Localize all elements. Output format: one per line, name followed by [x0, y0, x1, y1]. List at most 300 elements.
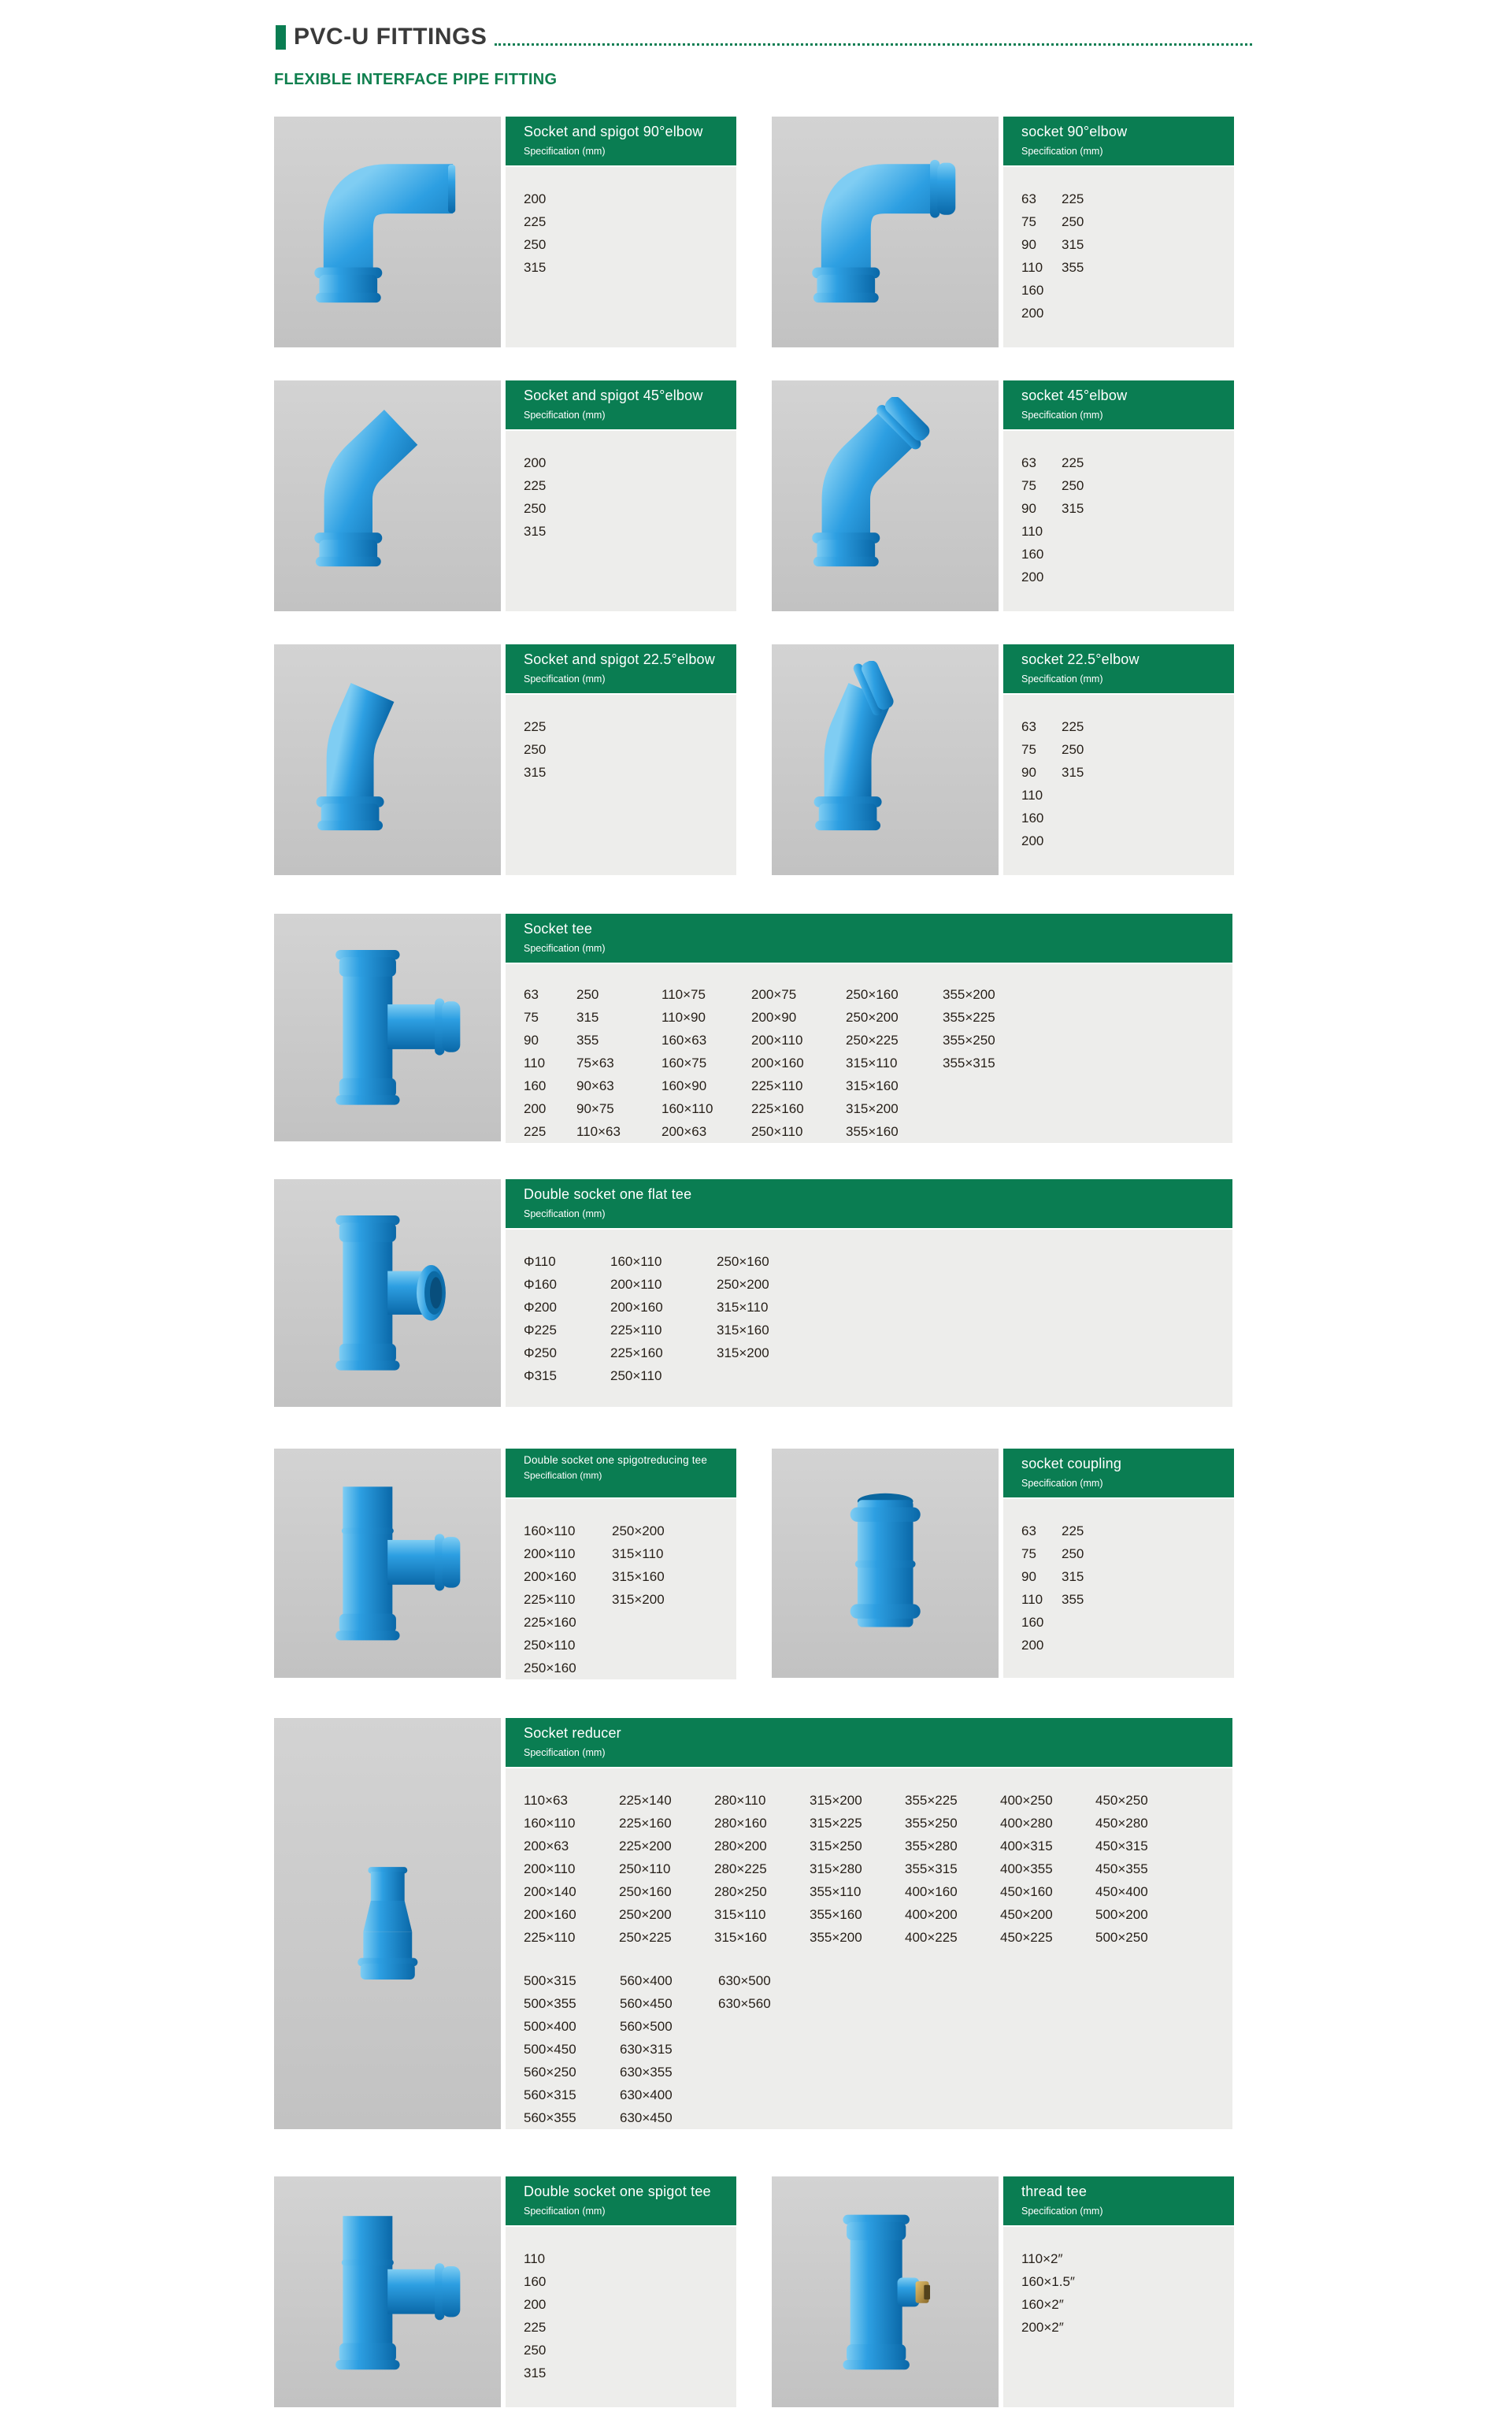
spec-value: 250 — [1062, 742, 1084, 757]
card-header — [506, 1718, 1232, 1767]
spec-value: 75 — [524, 1010, 539, 1025]
spec-panel — [1003, 695, 1234, 875]
spec-value: 450×280 — [1095, 1816, 1148, 1831]
spec-panel — [506, 695, 736, 875]
socket-coupling-icon — [795, 1464, 976, 1661]
spec-column — [1000, 1789, 1095, 1949]
product-photo-90-elbow-spigot — [274, 117, 501, 347]
spec-value: Φ250 — [524, 1345, 557, 1360]
spec-value: 315×110 — [846, 1056, 898, 1070]
spec-value: 160×75 — [662, 1056, 707, 1070]
spec-value: 200×110 — [524, 1861, 576, 1876]
product-title: Double socket one spigot tee — [524, 2184, 711, 2199]
spec-value: 280×250 — [714, 1884, 767, 1899]
spec-value: 250 — [524, 501, 547, 516]
spec-value: 355×315 — [905, 1861, 958, 1876]
spec-column — [1062, 187, 1084, 325]
product-title: thread tee — [1021, 2184, 1088, 2199]
spec-value: 315×160 — [846, 1078, 899, 1093]
spec-value: 355×160 — [810, 1907, 862, 1922]
spec-column — [1062, 1519, 1084, 1657]
spec-value: 160×90 — [662, 1078, 707, 1093]
spec-value: 315 — [524, 765, 547, 780]
spec-column — [524, 983, 576, 1143]
card-header — [1003, 117, 1234, 165]
spec-values — [524, 2247, 736, 2384]
card-double-socket-one-flat-tee — [274, 1179, 1232, 1407]
spec-value: 225 — [524, 214, 547, 229]
card-double-socket-one-spigot-tee — [274, 2176, 736, 2407]
spec-value: 110 — [524, 2251, 546, 2266]
spec-value: 110×90 — [662, 1010, 706, 1025]
spec-value: 225 — [1062, 191, 1084, 206]
card-header — [506, 914, 1232, 963]
spec-value: 315 — [524, 2365, 547, 2380]
spec-value: 630×450 — [620, 2110, 673, 2125]
spec-value: 225×160 — [610, 1345, 663, 1360]
spec-value: 250×225 — [846, 1033, 899, 1048]
spec-value: 225 — [524, 1124, 547, 1139]
spec-values — [1021, 2247, 1234, 2339]
product-photo-socket-reducer — [274, 1718, 501, 2129]
elbow-90-spigot-icon — [297, 133, 478, 332]
card-socket-and-spigot-22-5-elbow — [274, 644, 736, 875]
spec-value: 160×110 — [662, 1101, 713, 1116]
spec-value: 200×110 — [524, 1546, 576, 1561]
spec-value: 400×355 — [1000, 1861, 1053, 1876]
spec-column — [717, 1250, 769, 1387]
spec-value: 280×200 — [714, 1839, 767, 1853]
spec-label: Specification (mm) — [524, 1747, 606, 1758]
spec-value: 250×160 — [717, 1254, 769, 1269]
spec-column — [524, 2247, 587, 2384]
spec-label: Specification (mm) — [524, 1470, 602, 1481]
subsection-title: FLEXIBLE INTERFACE PIPE FITTING — [274, 71, 558, 88]
spec-value: 355×110 — [810, 1884, 862, 1899]
product-photo-socket-tee — [274, 914, 501, 1141]
spec-value: 500×315 — [524, 1973, 576, 1988]
spec-value: 110×63 — [576, 1124, 621, 1139]
spec-value: 160×1.5″ — [1021, 2274, 1075, 2289]
product-title: socket coupling — [1021, 1456, 1122, 1471]
spec-value: 315 — [1062, 1569, 1084, 1584]
spec-value: 110 — [1021, 1592, 1043, 1607]
spec-value: 90×75 — [576, 1101, 614, 1116]
spec-value: 560×315 — [524, 2087, 576, 2102]
product-photo-22-5-elbow-spigot — [274, 644, 501, 875]
spec-panel — [506, 964, 1232, 1143]
spec-value: 225×200 — [619, 1839, 672, 1853]
spec-values — [1021, 187, 1234, 325]
spec-value: 250 — [1062, 478, 1084, 493]
thread-tee-icon — [795, 2193, 976, 2391]
spec-value: 63 — [524, 987, 539, 1002]
spec-panel — [506, 1768, 1232, 2129]
card-socket-22-5-elbow — [772, 644, 1234, 875]
product-title: Double socket one spigotreducing tee — [524, 1454, 708, 1466]
spec-value: 355 — [1062, 1592, 1084, 1607]
spec-label: Specification (mm) — [524, 146, 606, 157]
spec-value: 630×315 — [620, 2042, 673, 2057]
spec-value: 225×110 — [751, 1078, 803, 1093]
spec-label: Specification (mm) — [524, 1208, 606, 1219]
spec-value: 225 — [1062, 455, 1084, 470]
spec-value: 355×315 — [943, 1056, 995, 1070]
spec-value: 160×110 — [524, 1523, 576, 1538]
spec-column — [576, 983, 662, 1143]
spec-value: 630×355 — [620, 2065, 673, 2080]
spec-value: 315×200 — [612, 1592, 665, 1607]
spec-column — [905, 1789, 1000, 1949]
spec-value: 315 — [1062, 501, 1084, 516]
spec-value: 160 — [1021, 811, 1044, 826]
spec-value: 400×160 — [905, 1884, 958, 1899]
spec-value: 90 — [1021, 501, 1036, 516]
spec-column — [524, 1969, 620, 2129]
spec-value: 110 — [1021, 788, 1043, 803]
spec-value: 560×500 — [620, 2019, 673, 2034]
spec-values — [524, 715, 736, 784]
spec-label: Specification (mm) — [1021, 146, 1103, 157]
product-photo-22-5-elbow-socket — [772, 644, 999, 875]
spec-label: Specification (mm) — [1021, 673, 1103, 685]
spec-panel — [1003, 167, 1234, 347]
spec-values-block-2 — [524, 1969, 1232, 2129]
spec-value: 250×110 — [751, 1124, 803, 1139]
spec-value: 90 — [1021, 237, 1036, 252]
spec-value: 225 — [524, 478, 547, 493]
spec-value: 250×200 — [846, 1010, 899, 1025]
product-photo-thread-tee — [772, 2176, 999, 2407]
spec-value: 160×110 — [610, 1254, 662, 1269]
spec-value: 200 — [524, 191, 547, 206]
spec-value: 315×110 — [717, 1300, 769, 1315]
elbow-22-5-socket-icon — [795, 661, 976, 859]
spec-value: 315×280 — [810, 1861, 862, 1876]
spec-value: 160 — [524, 1078, 547, 1093]
spec-value: 450×200 — [1000, 1907, 1053, 1922]
card-socket-coupling — [772, 1449, 1234, 1678]
card-header — [1003, 644, 1234, 693]
spec-value: 280×110 — [714, 1793, 766, 1808]
socket-tee-icon — [297, 929, 478, 1126]
spec-value: Φ110 — [524, 1254, 556, 1269]
card-header — [506, 1449, 736, 1497]
spec-value: 110×2″ — [1021, 2251, 1063, 2266]
spec-value: 250×160 — [619, 1884, 672, 1899]
spec-value: 355 — [576, 1033, 599, 1048]
spec-label: Specification (mm) — [1021, 1478, 1103, 1489]
spec-value: 90 — [1021, 1569, 1036, 1584]
flat-tee-icon — [297, 1195, 478, 1391]
spec-value: 90 — [524, 1033, 539, 1048]
product-title: Socket and spigot 90°elbow — [524, 124, 703, 139]
spec-column — [1062, 715, 1084, 852]
spec-value: 110×75 — [662, 987, 706, 1002]
spec-label: Specification (mm) — [1021, 2206, 1103, 2217]
spec-value: 450×225 — [1000, 1930, 1053, 1945]
spec-column — [751, 983, 846, 1143]
reducing-tee-icon — [297, 1464, 478, 1661]
spec-value: 560×250 — [524, 2065, 576, 2080]
spec-value: 90 — [1021, 765, 1036, 780]
spec-column — [846, 983, 943, 1143]
spec-column — [1021, 1519, 1062, 1657]
spec-column — [1095, 1789, 1148, 1949]
spec-value: 200 — [1021, 833, 1044, 848]
card-header — [506, 1179, 1232, 1228]
spec-value: 110 — [524, 1056, 546, 1070]
spec-value: 355×250 — [905, 1816, 958, 1831]
spec-value: Φ160 — [524, 1277, 557, 1292]
card-header — [1003, 380, 1234, 429]
spec-value: 315×200 — [717, 1345, 769, 1360]
spec-value: 75 — [1021, 214, 1036, 229]
spigot-tee-icon — [297, 2193, 478, 2391]
spec-value: 450×315 — [1095, 1839, 1148, 1853]
spec-value: 250×110 — [619, 1861, 671, 1876]
spec-value: 225×110 — [524, 1930, 576, 1945]
spec-label: Specification (mm) — [524, 2206, 606, 2217]
spec-value: 160 — [524, 2274, 547, 2289]
spec-value: 630×400 — [620, 2087, 673, 2102]
spec-value: 110×63 — [524, 1793, 568, 1808]
spec-value: 250×200 — [717, 1277, 769, 1292]
card-thread-tee — [772, 2176, 1234, 2407]
spec-column — [1062, 451, 1084, 588]
spec-panel — [1003, 2227, 1234, 2407]
spec-column — [610, 1250, 717, 1387]
elbow-45-socket-icon — [795, 397, 976, 596]
spec-value: 160 — [1021, 283, 1044, 298]
spec-panel — [506, 431, 736, 611]
spec-column — [1021, 715, 1062, 852]
spec-value: 500×355 — [524, 1996, 576, 2011]
spec-column — [524, 187, 587, 279]
spec-value: 225×160 — [751, 1101, 804, 1116]
spec-panel — [1003, 431, 1234, 611]
spec-value: 250×225 — [619, 1930, 672, 1945]
product-title: Socket and spigot 22.5°elbow — [524, 651, 715, 667]
spec-value: 225×160 — [524, 1615, 576, 1630]
spec-value: 225 — [524, 2320, 547, 2335]
product-title: Socket reducer — [524, 1725, 621, 1741]
spec-column — [1021, 187, 1062, 325]
spec-value: 225 — [1062, 1523, 1084, 1538]
spec-value: 200 — [1021, 1638, 1044, 1653]
spec-value: 200 — [524, 2297, 547, 2312]
product-photo-socket-coupling — [772, 1449, 999, 1678]
spec-value: 250×110 — [524, 1638, 576, 1653]
spec-value: 280×160 — [714, 1816, 767, 1831]
spec-value: 400×280 — [1000, 1816, 1053, 1831]
spec-value: 355×200 — [943, 987, 995, 1002]
product-photo-reducing-tee — [274, 1449, 501, 1678]
product-photo-45-elbow-socket — [772, 380, 999, 611]
spec-value: 160 — [1021, 1615, 1044, 1630]
spec-panel — [506, 1230, 1232, 1407]
spec-label: Specification (mm) — [1021, 410, 1103, 421]
spec-value: 110 — [1021, 260, 1043, 275]
spec-values — [1021, 1519, 1234, 1657]
spec-label: Specification (mm) — [524, 410, 606, 421]
spec-value: 200×75 — [751, 987, 797, 1002]
spec-value: 315 — [1062, 765, 1084, 780]
spec-value: 250×200 — [612, 1523, 665, 1538]
spec-value: 250 — [1062, 1546, 1084, 1561]
spec-value: 75 — [1021, 1546, 1036, 1561]
spec-value: 315×110 — [714, 1907, 766, 1922]
spec-value: 400×250 — [1000, 1793, 1053, 1808]
spec-value: 110 — [1021, 524, 1043, 539]
spec-column — [620, 1969, 718, 2129]
spec-value: 355×200 — [810, 1930, 862, 1945]
spec-value: 250 — [1062, 214, 1084, 229]
spec-value: 355×225 — [943, 1010, 995, 1025]
spec-value: 200×2″ — [1021, 2320, 1064, 2335]
card-socket-45-elbow — [772, 380, 1234, 611]
spec-column — [718, 1969, 771, 2129]
spec-value: 200×63 — [524, 1839, 569, 1853]
spec-value: 250 — [576, 987, 599, 1002]
spec-value: 160×63 — [662, 1033, 707, 1048]
card-socket-reducer — [274, 1718, 1232, 2129]
spec-value: 315 — [524, 260, 547, 275]
section-title: PVC-U FITTINGS — [294, 24, 487, 50]
card-header — [506, 380, 736, 429]
spec-value: 450×250 — [1095, 1793, 1148, 1808]
spec-column — [619, 1789, 714, 1949]
product-title: socket 45°elbow — [1021, 388, 1128, 403]
product-title: Double socket one flat tee — [524, 1186, 692, 1202]
spec-value: 630×500 — [718, 1973, 771, 1988]
spec-column — [943, 983, 995, 1143]
spec-value: 160×110 — [524, 1816, 576, 1831]
product-photo-spigot-tee — [274, 2176, 501, 2407]
spec-value: 315×225 — [810, 1816, 862, 1831]
spec-column — [810, 1789, 905, 1949]
spec-column — [524, 1519, 612, 1679]
spec-value: 200 — [1021, 306, 1044, 321]
spec-value: 450×400 — [1095, 1884, 1148, 1899]
product-title: socket 90°elbow — [1021, 124, 1128, 139]
spec-column — [524, 1250, 610, 1387]
spec-value: 560×400 — [620, 1973, 673, 1988]
spec-value: 225 — [524, 719, 547, 734]
spec-column — [714, 1789, 810, 1949]
spec-value: 315×250 — [810, 1839, 862, 1853]
spec-value: 200×160 — [751, 1056, 804, 1070]
spec-value: 200 — [524, 455, 547, 470]
spec-value: 560×355 — [524, 2110, 576, 2125]
spec-value: 355×280 — [905, 1839, 958, 1853]
spec-value: 225×110 — [524, 1592, 576, 1607]
spec-value: Φ225 — [524, 1323, 557, 1338]
elbow-90-socket-icon — [795, 133, 976, 332]
spec-value: 315×160 — [717, 1323, 769, 1338]
card-header — [506, 117, 736, 165]
spec-value: 200×63 — [662, 1124, 707, 1139]
card-socket-tee — [274, 914, 1232, 1141]
socket-reducer-icon — [317, 1800, 458, 2046]
spec-value: 315×200 — [810, 1793, 862, 1808]
spec-values-block-1 — [524, 1789, 1232, 1949]
spec-panel — [506, 2227, 736, 2407]
spec-value: 160 — [1021, 547, 1044, 562]
product-title: Socket and spigot 45°elbow — [524, 388, 703, 403]
spec-column — [524, 1789, 619, 1949]
spec-values — [1021, 451, 1234, 588]
spec-value: 355×225 — [905, 1793, 958, 1808]
card-header — [1003, 2176, 1234, 2225]
spec-panel — [506, 1499, 736, 1679]
spec-values — [524, 983, 1232, 1143]
spec-value: 225×140 — [619, 1793, 672, 1808]
spec-value: 400×315 — [1000, 1839, 1053, 1853]
spec-value: 400×200 — [905, 1907, 958, 1922]
spec-value: 315×200 — [846, 1101, 899, 1116]
spec-value: 225×160 — [619, 1816, 672, 1831]
spec-value: 250×200 — [619, 1907, 672, 1922]
product-title: socket 22.5°elbow — [1021, 651, 1140, 667]
card-header — [506, 644, 736, 693]
spec-value: 250×160 — [846, 987, 899, 1002]
spec-value: 315 — [524, 524, 547, 539]
section-header — [276, 24, 1252, 50]
spec-value: 200×160 — [610, 1300, 663, 1315]
spec-panel — [1003, 1499, 1234, 1678]
spec-value: 250 — [524, 742, 547, 757]
spec-column — [612, 1519, 665, 1679]
spec-value: 160×2″ — [1021, 2297, 1064, 2312]
card-socket-and-spigot-90-elbow — [274, 117, 736, 347]
spec-value: 90×63 — [576, 1078, 614, 1093]
spec-value: 200×110 — [610, 1277, 662, 1292]
spec-value: 225 — [1062, 719, 1084, 734]
spec-values — [524, 187, 736, 279]
spec-panel — [506, 167, 736, 347]
spec-value: 200×90 — [751, 1010, 797, 1025]
spec-value: 63 — [1021, 719, 1036, 734]
spec-value: 560×450 — [620, 1996, 673, 2011]
spec-values — [1021, 715, 1234, 852]
spec-values — [524, 1519, 736, 1679]
spec-column — [524, 715, 587, 784]
spec-value: 250×110 — [610, 1368, 662, 1383]
spec-label: Specification (mm) — [524, 673, 606, 685]
product-photo-flat-tee — [274, 1179, 501, 1407]
spec-value: 75 — [1021, 478, 1036, 493]
spec-value: 250 — [524, 237, 547, 252]
spec-value: 355 — [1062, 260, 1084, 275]
spec-value: 355×250 — [943, 1033, 995, 1048]
spec-values — [524, 1250, 1232, 1387]
product-title: Socket tee — [524, 921, 593, 937]
card-double-socket-one-spigot-reducing-tee — [274, 1449, 736, 1678]
green-bar-icon — [276, 25, 286, 50]
spec-value: 450×355 — [1095, 1861, 1148, 1876]
spec-value: 200×160 — [524, 1569, 576, 1584]
spec-value: 200×160 — [524, 1907, 576, 1922]
spec-value: 250 — [524, 2343, 547, 2358]
spec-value: 500×450 — [524, 2042, 576, 2057]
spec-value: 200 — [524, 1101, 547, 1116]
spec-value: 63 — [1021, 191, 1036, 206]
spec-column — [524, 451, 587, 543]
elbow-22-5-spigot-icon — [297, 661, 478, 859]
spec-label: Specification (mm) — [524, 943, 606, 954]
spec-value: 315 — [1062, 237, 1084, 252]
